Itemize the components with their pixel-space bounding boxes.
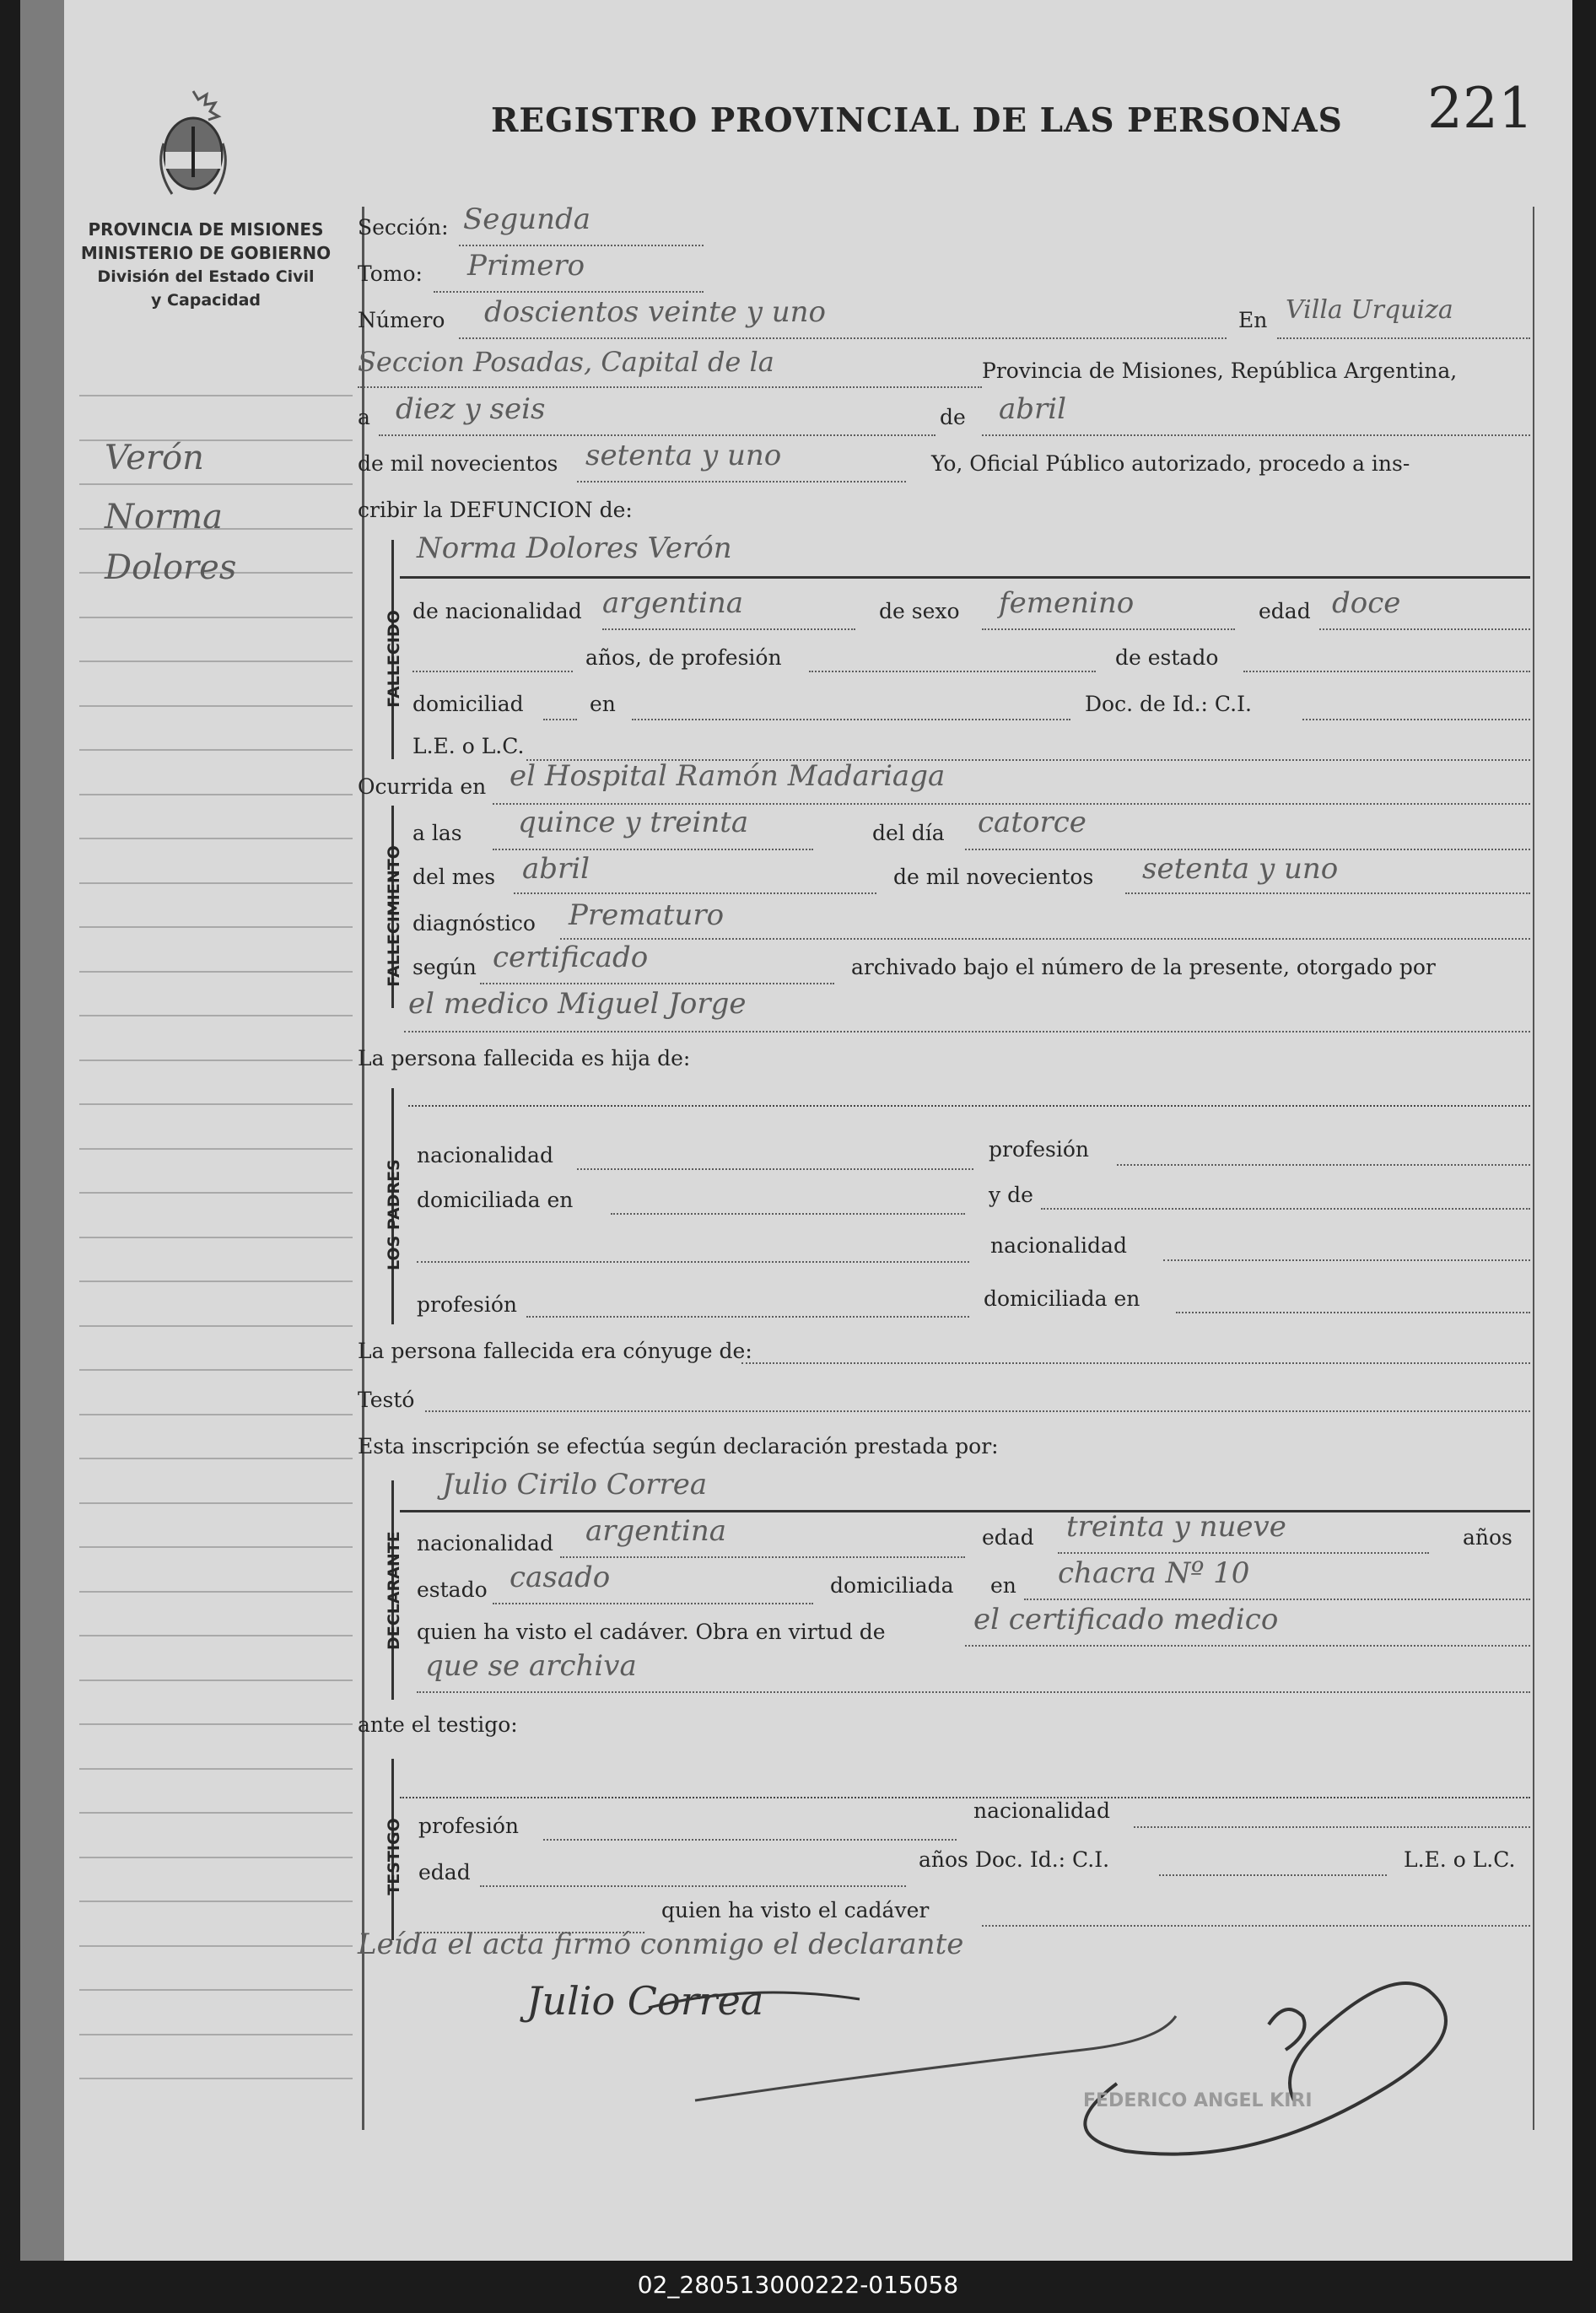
margin-ruled-line [79,1148,353,1150]
margin-ruled-line [79,1192,353,1194]
madre-domiciliada-label: domiciliada en [984,1286,1140,1311]
padre-domiciliada-label: domiciliada en [417,1188,574,1212]
tab-fallecimiento: FALLECIMIENTO [385,845,403,987]
margin-ruled-line [79,1723,353,1725]
madre-nacionalidad-line [1163,1259,1530,1261]
medico-line [404,1031,1530,1032]
del-dia-label: del día [872,821,945,845]
margin-name-second: Dolores [105,548,237,587]
test-profesion-line [543,1839,957,1841]
diagnostico-label: diagnóstico [412,911,536,935]
margin-ruled-line [79,971,353,973]
de-mil-label: de mil novecientos [358,451,558,476]
archivado-label: archivado bajo el número de la presente, otorgado por [851,955,1436,979]
visto-cadaver-label: quien ha visto el cadáver. Obra en virtud de [417,1620,886,1644]
tab-fallecido: FALLECIDO [385,610,403,708]
test-doc-line [1159,1874,1387,1876]
margin-ruled-line [79,1768,353,1770]
margin-ruled-line [79,1901,353,1902]
edad-label: edad [1259,599,1311,623]
nombre-line [400,576,1530,579]
agency-division: División del Estado Civil [97,267,315,286]
segun-line [480,983,834,984]
numero-value: doscientos veinte y uno [484,295,826,329]
test-nacionalidad-label: nacionalidad [973,1798,1110,1823]
decl-edad-line [1058,1552,1429,1554]
de-label: de [940,405,966,429]
margin-ruled-line [79,2034,353,2035]
provincia-label: Provincia de Misiones, República Argentina, [982,359,1458,383]
estado-line [1243,671,1530,672]
test-visto-label: quien ha visto el cadáver [661,1898,930,1922]
conyuge-line [741,1362,1530,1364]
anos-profesion-label: años, de profesión [585,645,782,670]
test-doc-label: años Doc. Id.: C.I. [919,1847,1110,1872]
margin-ruled-line [79,1369,353,1371]
domiciliad-line [543,719,577,720]
hora-value: quince y treinta [518,806,749,839]
margin-ruled-line [79,1989,353,1991]
segun-value: certificado [493,941,649,974]
ano-fall-line [1125,892,1530,894]
padre-domicilio-line [611,1213,965,1215]
nacionalidad-value: argentina [602,586,744,620]
tab-los-padres: LOS PADRES [385,1159,403,1270]
margin-ruled-line [79,1857,353,1858]
margin-ruled-line [79,395,353,396]
inscripcion-label: Esta inscripción se efectúa según declaración prestada por: [358,1434,999,1458]
test-nacionalidad-line [1134,1826,1530,1828]
decl-edad-label: edad [982,1525,1034,1550]
test-edad-line [480,1885,906,1887]
hija-de-label: La persona fallecida es hija de: [358,1046,691,1070]
sexo-value: femenino [999,586,1135,620]
margin-ruled-line [79,1458,353,1459]
testo-label: Testó [358,1388,415,1412]
margin-ruled-line [79,1945,353,1947]
registry-title: REGISTRO PROVINCIAL DE LAS PERSONAS [491,101,1343,140]
obra2-value: que se archiva [425,1649,637,1683]
mes-value: abril [999,392,1067,426]
padre-nacionalidad-line [577,1168,973,1170]
decl-domiciliada-label: domiciliada [830,1573,954,1598]
image-caption: 02_280513000222-015058 [637,2271,959,2299]
madre-domicilio-line [1176,1312,1530,1313]
margin-ruled-line [79,1015,353,1016]
obra-value: el certificado medico [973,1603,1279,1636]
margin-ruled-line [79,1281,353,1282]
margin-ruled-line [79,617,353,618]
numero-line [459,337,1227,339]
diagnostico-line [560,938,1530,940]
doc-id-label: Doc. de Id.: C.I. [1085,692,1252,716]
margin-ruled-line [79,660,353,662]
decl-nacionalidad-value: argentina [585,1514,727,1548]
decl-estado-line [493,1603,813,1604]
margin-ruled-line [79,1546,353,1548]
decl-nacionalidad-label: nacionalidad [417,1531,553,1555]
right-border [1533,207,1534,2130]
ano-value: setenta y uno [585,439,782,472]
test-lelc-label: L.E. o L.C. [1404,1847,1516,1872]
margin-ruled-line [79,1591,353,1593]
decl-estado-label: estado [417,1577,488,1602]
en-value: Villa Urquiza [1286,295,1453,325]
margin-ruled-line [79,838,353,839]
ocurrida-value: el Hospital Ramón Madariaga [510,759,946,793]
declarante-signature: Julio Correa [526,1978,764,2024]
en-label: En [1238,308,1268,332]
margin-ruled-line [79,926,353,928]
doc-id-line [1302,719,1530,720]
margin-ruled-line [79,2078,353,2079]
agency-block [54,218,358,312]
dia-fall-value: catorce [978,806,1086,839]
margin-ruled-line [79,1325,353,1327]
hora-line [493,849,813,850]
margin-ruled-line [79,1237,353,1238]
seccion-label: Sección: [358,215,449,240]
tomo-label: Tomo: [358,261,423,286]
registry-page [20,0,1572,2261]
test-visto-line-2 [982,1925,1530,1927]
tomo-line [434,291,704,293]
decl-edad-value: treinta y nueve [1066,1510,1286,1544]
test-profesion-label: profesión [418,1814,520,1838]
padre-name-line [408,1105,1530,1107]
estado-label: de estado [1115,645,1219,670]
leida-note: Leída el acta firmó conmigo el declarante [358,1928,964,1961]
ocurrida-line [493,803,1530,805]
de-mil-label-2: de mil novecientos [893,865,1094,889]
segun-label: según [412,955,477,979]
decl-domicilio-line [1024,1599,1530,1600]
dia-value: diez y seis [396,392,546,426]
tab-testigo: TESTIGO [385,1818,403,1895]
margin-ruled-line [79,749,353,751]
decl-estado-value: casado [510,1561,611,1594]
dia-fall-line [965,849,1530,850]
agency-province: PROVINCIA DE MISIONES [88,219,324,240]
margin-ruled-line [79,1679,353,1681]
decl-nacionalidad-line [560,1556,965,1558]
seccion-line [459,245,704,246]
official-signature-icon [644,1974,1539,2176]
madre-profesion-label: profesión [417,1292,518,1317]
margin-ruled-line [79,1059,353,1061]
padre-profesion-line [1117,1164,1530,1166]
diagnostico-value: Prematuro [569,898,725,932]
margin-name-surname: Verón [105,439,204,477]
medico-value: el medico Miguel Jorge [408,987,747,1021]
margin-ruled-line [79,1103,353,1105]
domiciliad-label: domiciliad [412,692,524,716]
a-label: a [358,405,370,429]
le-lc-label: L.E. o L.C. [412,734,525,758]
declarante-name-line [400,1510,1530,1512]
obra2-line [417,1691,1530,1693]
madre-nacionalidad-label: nacionalidad [990,1233,1127,1258]
padre-extra-line [417,1261,969,1263]
sheet-number: 221 [1427,76,1534,141]
edad-value: doce [1332,586,1401,620]
tab-declarante: DECLARANTE [385,1531,403,1650]
declarante-name-value: Julio Cirilo Correa [442,1468,708,1502]
profesion-line [809,671,1096,672]
dia-line [379,434,935,436]
sexo-line [982,628,1235,630]
en-line [1277,337,1530,339]
padre-profesion-label: profesión [989,1137,1090,1162]
margin-ruled-line [79,1502,353,1504]
official-stamp: FEDERICO ANGEL KIRI [1083,2090,1313,2111]
decl-en-label: en [990,1573,1016,1598]
nombre-value: Norma Dolores Verón [417,531,732,565]
testo-line [425,1410,1530,1412]
domicilio-line [632,719,1070,720]
margin-divider [362,207,364,2130]
testigo-name-line [400,1797,1530,1798]
edad-line [1319,628,1530,630]
margin-ruled-line [79,1635,353,1636]
margin-ruled-line [79,483,353,485]
numero-label: Número [358,308,445,332]
en-label-2: en [590,692,616,716]
tomo-value: Primero [467,249,585,283]
margin-ruled-line [79,1414,353,1415]
mes-line [982,434,1530,436]
padre-nacionalidad-label: nacionalidad [417,1143,553,1167]
madre-name-line [1041,1208,1530,1210]
oficial-label: Yo, Oficial Público autorizado, procedo a ins- [931,451,1410,476]
cribir-label: cribir la DEFUNCION de: [358,498,633,522]
y-de-label: y de [989,1183,1033,1207]
agency-ministry: MINISTERIO DE GOBIERNO [80,243,332,263]
mes-fall-value: abril [522,852,590,886]
ano-line [577,481,906,483]
ante-testigo-label: ante el testigo: [358,1712,518,1737]
margin-ruled-line [79,1812,353,1814]
nacionalidad-line [602,628,855,630]
madre-profesion-line [526,1316,969,1318]
anos-line [412,671,573,672]
test-edad-label: edad [418,1860,471,1884]
conyuge-label: La persona fallecida era cónyuge de: [358,1339,752,1363]
nacionalidad-label: de nacionalidad [412,599,582,623]
margin-ruled-line [79,794,353,795]
coat-of-arms-icon [155,84,231,202]
page-edge [20,0,64,2261]
margin-ruled-line [79,882,353,884]
margin-ruled-line [79,705,353,707]
lugar-value: Seccion Posadas, Capital de la [358,346,774,378]
margin-name-first: Norma [105,498,223,536]
lugar-line [358,386,982,388]
a-las-label: a las [412,821,462,845]
del-mes-label: del mes [412,865,496,889]
seccion-value: Segunda [463,202,591,236]
ocurrida-label: Ocurrida en [358,774,487,799]
agency-capacity: y Capacidad [151,291,261,310]
mes-fall-line [514,892,876,894]
obra-line [965,1645,1530,1647]
ano-fall-value: setenta y uno [1142,852,1339,886]
anos-label: años [1463,1525,1512,1550]
sexo-label: de sexo [879,599,960,623]
decl-domicilio-value: chacra Nº 10 [1058,1556,1250,1590]
